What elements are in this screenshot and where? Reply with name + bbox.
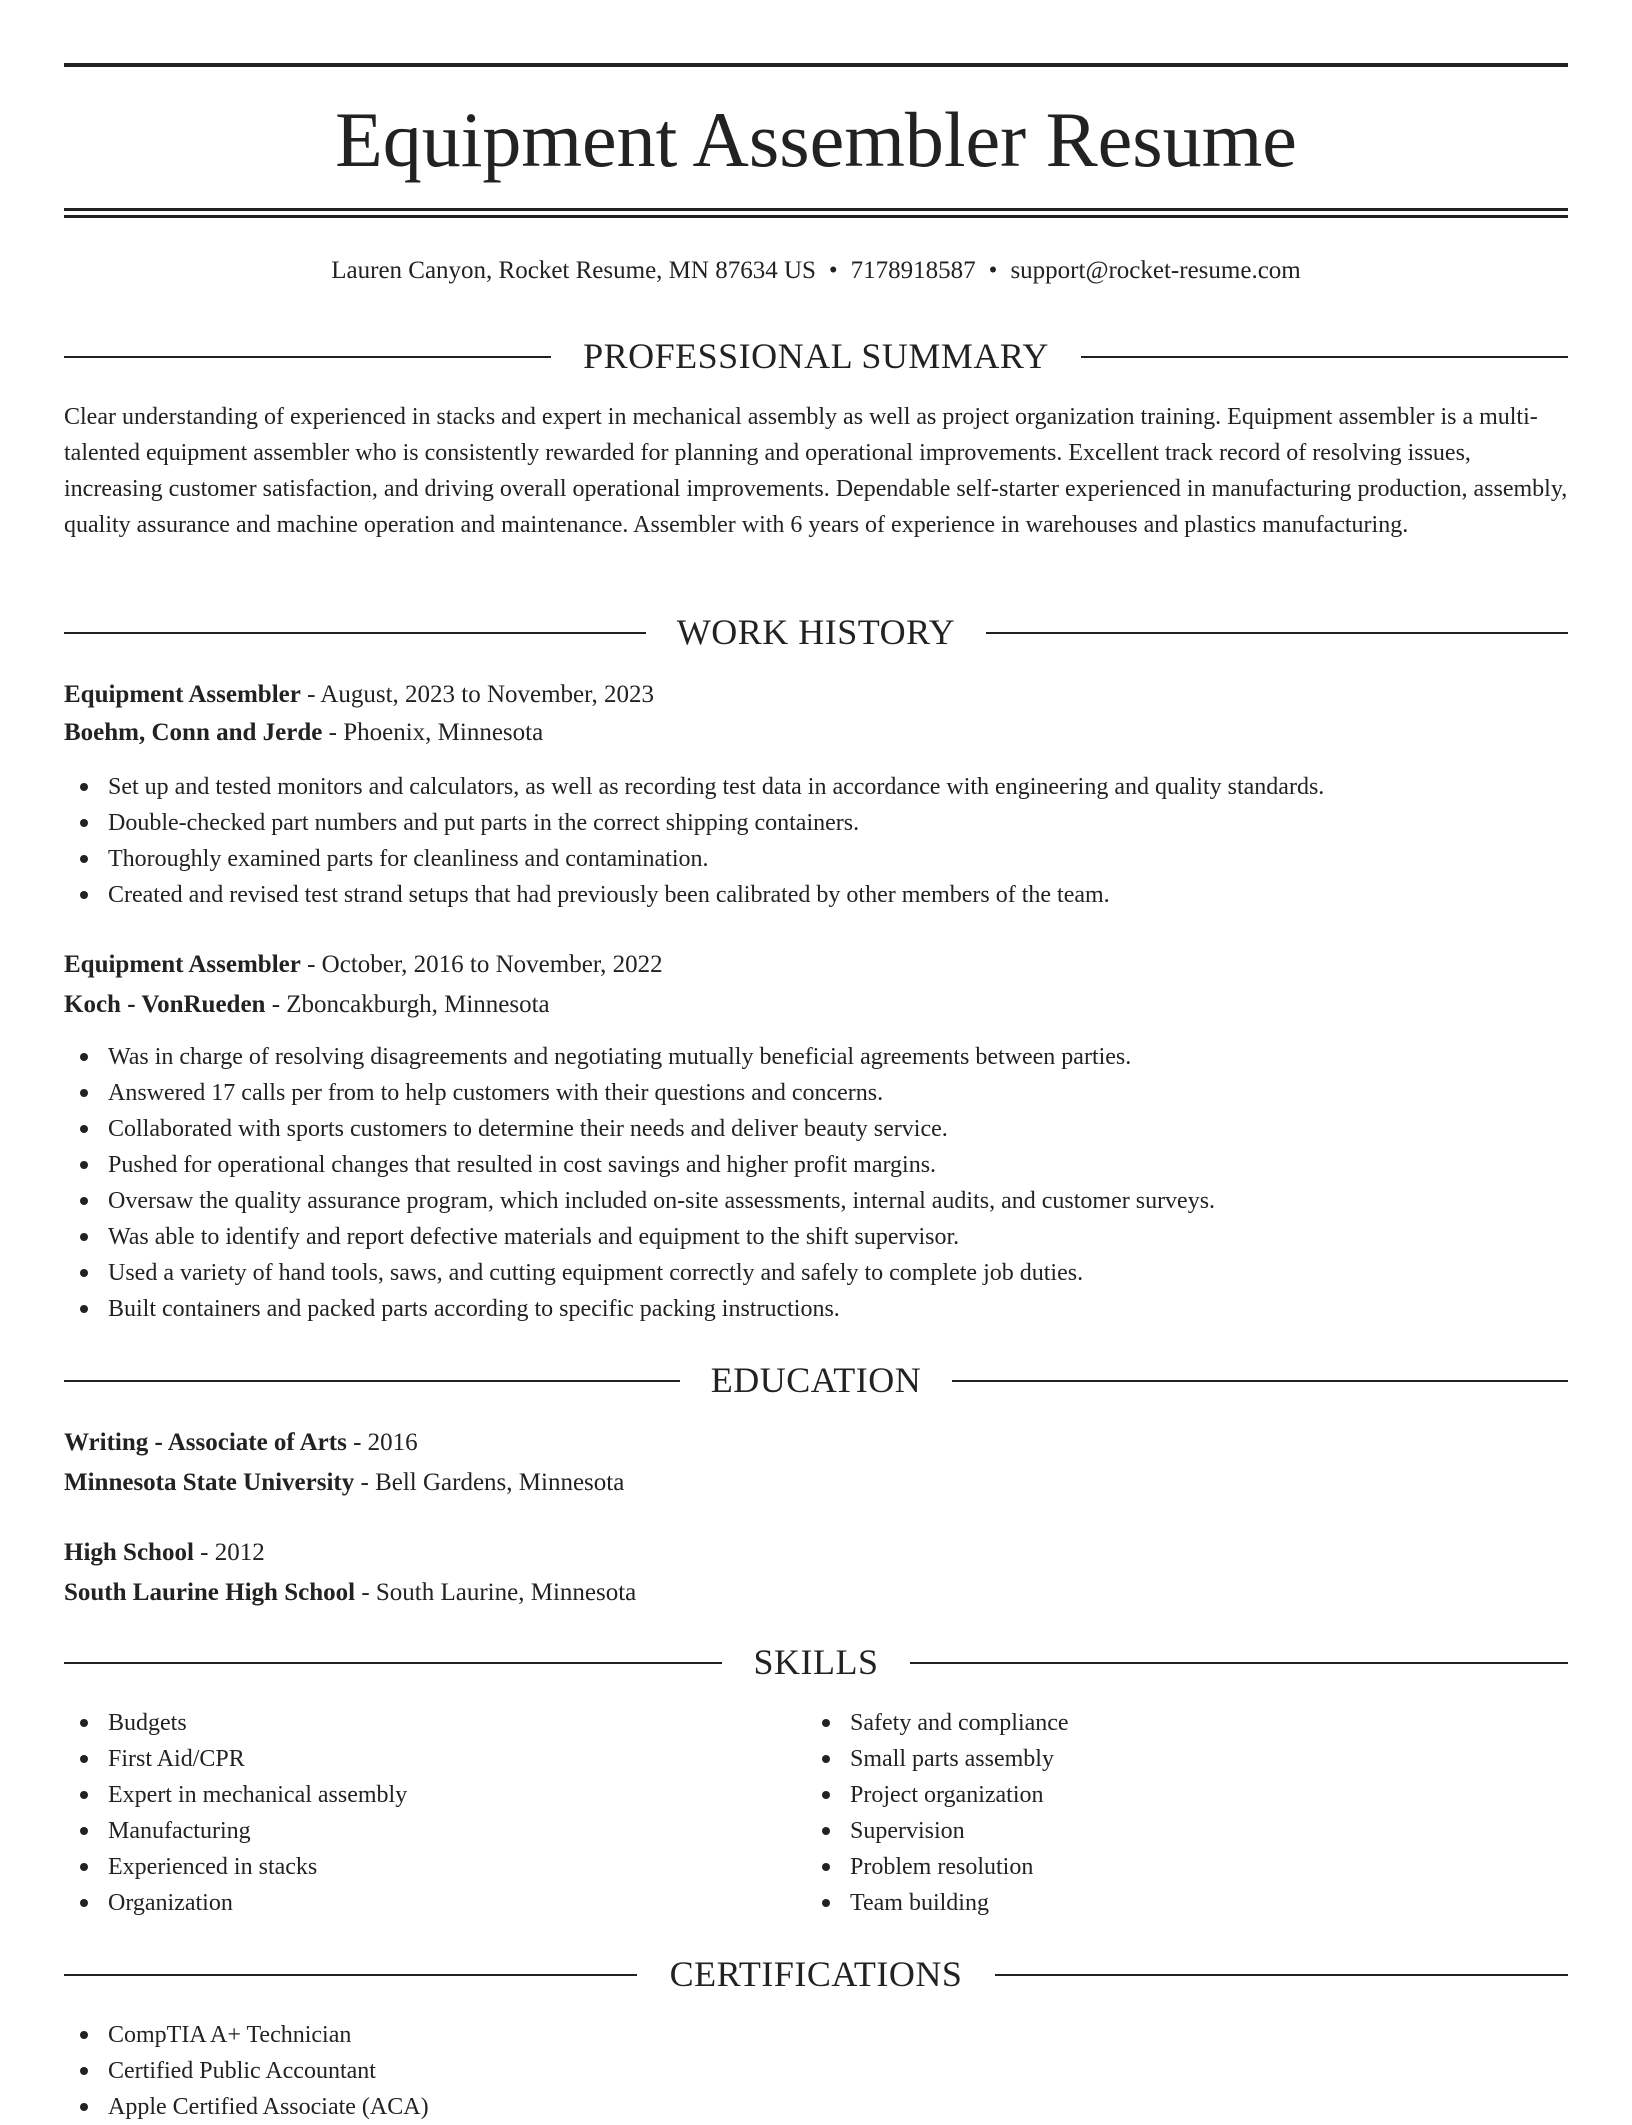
list-item: Used a variety of hand tools, saws, and cutting equipment correctly and safely to complete job duties. [64, 1255, 1215, 1291]
education-year: - 2012 [193, 1539, 265, 1566]
title-rule-upper [64, 208, 1568, 211]
skill-item: Budgets [64, 1705, 407, 1741]
job-company: Boehm, Conn and Jerde [64, 719, 323, 746]
list-item: Oversaw the quality assurance program, which included on-site assessments, internal audits, and customer surveys. [64, 1183, 1215, 1219]
job-location: - Phoenix, Minnesota [322, 719, 544, 746]
heading-rule-right [986, 632, 1568, 634]
skill-item: Experienced in stacks [64, 1849, 407, 1885]
job-company: Koch - VonRueden [64, 991, 266, 1018]
education-2-school-line [64, 1575, 1568, 1611]
job-1-company-line [64, 715, 1568, 751]
list-item: Double-checked part numbers and put parts in the correct shipping containers. [64, 805, 1324, 841]
education-school: Minnesota State University [64, 1469, 355, 1496]
job-2-company-line [64, 987, 1568, 1023]
education-section-heading [64, 1358, 1568, 1402]
contact-line [64, 255, 1568, 287]
education-location: - Bell Gardens, Minnesota [354, 1469, 625, 1496]
skill-item: Expert in mechanical assembly [64, 1777, 407, 1813]
skill-item: Team building [806, 1885, 1069, 1921]
heading-rule-right [910, 1662, 1568, 1664]
education-heading: EDUCATION [710, 1360, 922, 1400]
heading-rule-right [1081, 356, 1568, 358]
skill-item: Safety and compliance [806, 1705, 1069, 1741]
job-1-title-line [64, 677, 1568, 713]
education-degree: Writing - Associate of Arts [64, 1429, 347, 1456]
education-1-school-line [64, 1465, 1568, 1501]
list-item: Built containers and packed parts according to specific packing instructions. [64, 1291, 1215, 1327]
job-title: Equipment Assembler [64, 951, 301, 978]
job-1-duties [64, 769, 1324, 913]
skill-item: Small parts assembly [806, 1741, 1069, 1777]
job-location: - Zboncakburgh, Minnesota [265, 991, 550, 1018]
contact-separator: • [828, 257, 838, 284]
list-item: Thoroughly examined parts for cleanliness and contamination. [64, 841, 1324, 877]
certification-item: CompTIA A+ Technician [64, 2017, 429, 2053]
education-school: South Laurine High School [64, 1579, 356, 1606]
education-degree: High School [64, 1539, 194, 1566]
list-item: Set up and tested monitors and calculators, as well as recording test data in accordance with engineering and quality standards. [64, 769, 1324, 805]
skill-item: Organization [64, 1885, 407, 1921]
list-item: Was in charge of resolving disagreements and negotiating mutually beneficial agreements between parties. [64, 1039, 1215, 1075]
heading-rule-right [995, 1974, 1568, 1976]
job-2-duties [64, 1039, 1215, 1327]
job-2-title-line [64, 947, 1568, 983]
job-title: Equipment Assembler [64, 681, 301, 708]
list-item: Collaborated with sports customers to determine their needs and deliver beauty service. [64, 1111, 1215, 1147]
education-location: - South Laurine, Minnesota [355, 1579, 637, 1606]
list-item: Created and revised test strand setups that had previously been calibrated by other members of the team. [64, 877, 1324, 913]
work-heading: WORK HISTORY [676, 612, 956, 652]
certifications-section-heading [64, 1952, 1568, 1996]
skill-item: Problem resolution [806, 1849, 1069, 1885]
skill-item: Project organization [806, 1777, 1069, 1813]
skill-item: Supervision [806, 1813, 1069, 1849]
skill-item: First Aid/CPR [64, 1741, 407, 1777]
list-item: Was able to identify and report defective materials and equipment to the shift supervisor. [64, 1219, 1215, 1255]
certification-item: Certified Public Accountant [64, 2053, 429, 2089]
education-year: - 2016 [346, 1429, 418, 1456]
contact-email: support@rocket-resume.com [1010, 257, 1301, 284]
title-rule-lower [64, 215, 1568, 218]
certifications-heading: CERTIFICATIONS [669, 1954, 963, 1994]
skills-heading: SKILLS [753, 1642, 879, 1682]
certification-item: Apple Certified Associate (ACA) [64, 2089, 429, 2125]
resume-title: Equipment Assembler Resume [335, 96, 1297, 183]
summary-text: Clear understanding of experienced in stacks and expert in mechanical assembly as well as project organization training. Equipment assembler is a multi-talented equipment assembler who is consistently rewarded for planning and operational improvements. Excellent track record of resolving issues, increasing customer satisfaction, and driving overall operational improvements. Dependable self-starter experienced in manufacturing production, assembly, quality assurance and machine operation and maintenance. Assembler with 6 years of experience in warehouses and plastics manufacturing. [64, 404, 1568, 538]
skills-list-right [806, 1705, 1069, 1921]
summary-heading: PROFESSIONAL SUMMARY [583, 336, 1049, 376]
job-dates: - August, 2023 to November, 2023 [300, 681, 654, 708]
skills-section-heading [64, 1640, 1568, 1684]
education-2-degree-line [64, 1535, 1568, 1571]
list-item: Answered 17 calls per from to help customers with their questions and concerns. [64, 1075, 1215, 1111]
contact-phone: 7178918587 [850, 257, 976, 284]
work-section-heading [64, 610, 1568, 654]
contact-address: Lauren Canyon, Rocket Resume, MN 87634 US [331, 257, 816, 284]
summary-section-heading [64, 334, 1568, 378]
heading-rule-right [952, 1380, 1568, 1382]
job-dates: - October, 2016 to November, 2022 [300, 951, 663, 978]
top-rule [64, 63, 1568, 67]
education-1-degree-line [64, 1425, 1568, 1461]
list-item: Pushed for operational changes that resulted in cost savings and higher profit margins. [64, 1147, 1215, 1183]
skill-item: Manufacturing [64, 1813, 407, 1849]
contact-separator: • [988, 257, 998, 284]
skills-list-left [64, 1705, 407, 1921]
certifications-list [64, 2017, 429, 2125]
